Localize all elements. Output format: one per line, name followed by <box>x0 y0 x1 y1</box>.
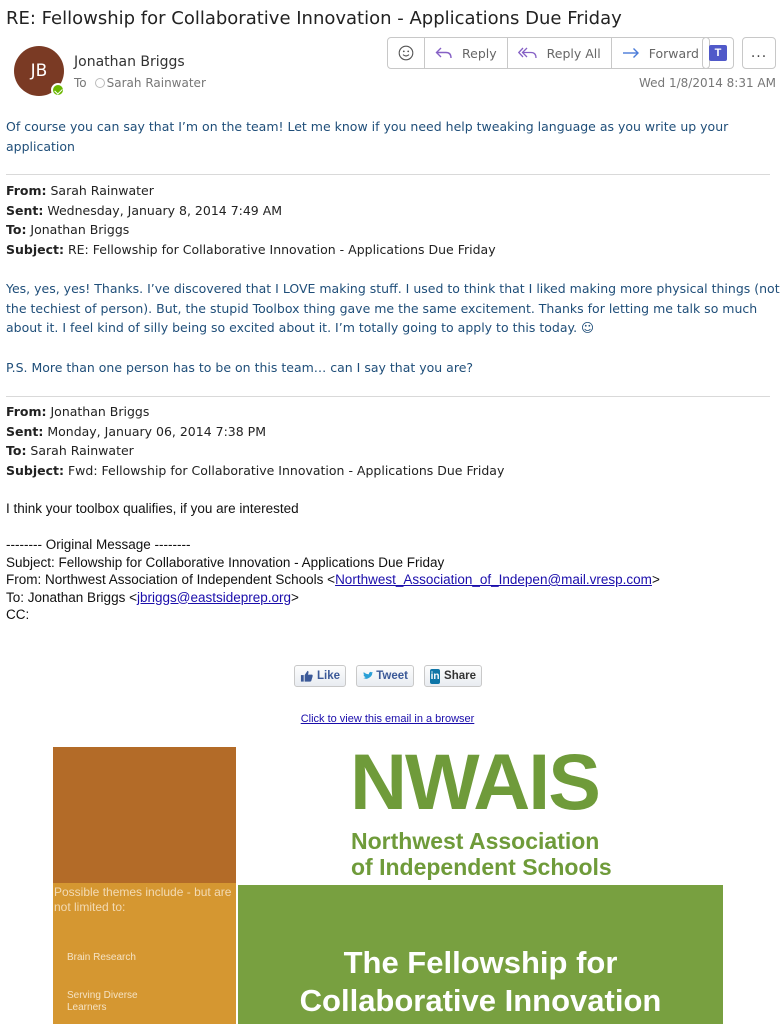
body-line: the techiest of person). But, the stupid Toolbox thing gave me the same excitement. Thanks for letting me talk so much <box>6 300 758 316</box>
from-line: From: Sarah Rainwater <box>6 183 154 198</box>
presence-available-icon <box>51 83 65 97</box>
quote1-header <box>6 181 776 259</box>
subject-line: Subject: Fwd: Fellowship for Collaborative Innovation - Applications Due Friday <box>6 462 505 478</box>
original-divider: -------- Original Message -------- <box>6 537 191 552</box>
like-button[interactable] <box>294 665 346 687</box>
theme-item: Brain Research <box>67 952 136 963</box>
original-cc: CC: <box>6 607 30 622</box>
sender-name[interactable]: Jonathan Briggs <box>74 54 185 70</box>
sent-line: Sent: Monday, January 06, 2014 7:38 PM <box>6 423 266 439</box>
themes-title: Possible themes include - but are not limited to: <box>54 885 232 914</box>
recipient-status-icon <box>95 78 105 88</box>
brown-color-block <box>53 747 236 883</box>
original-message <box>6 536 781 624</box>
to-email-link[interactable]: jbriggs@eastsideprep.org <box>136 589 292 605</box>
share-label: Share <box>444 670 476 682</box>
reply-line: application <box>6 138 75 154</box>
smiley-icon <box>398 45 414 61</box>
reply-button[interactable] <box>424 38 507 68</box>
view-in-browser-link[interactable]: Click to view this email in a browser <box>300 713 475 725</box>
to-line: To: Jonathan Briggs <box>6 222 130 237</box>
received-date: Wed 1/8/2014 8:31 AM <box>638 76 776 90</box>
reply-all-button[interactable] <box>507 38 611 68</box>
headline-line1: The Fellowship for <box>343 945 618 980</box>
message-toolbar <box>387 37 710 69</box>
original-to: To: Jonathan Briggs <jbriggs@eastsideprep.org> <box>6 589 299 605</box>
to-label: To <box>74 76 87 90</box>
recipient-row <box>74 76 206 90</box>
body-line: about it. I feel kind of silly being so excited about it. I’m totally going to apply to this today. ☺ <box>6 320 595 335</box>
emoji-button[interactable] <box>388 38 424 68</box>
original-subject: Subject: Fellowship for Collaborative Innovation - Applications Due Friday <box>6 554 445 570</box>
email-subject: RE: Fellowship for Collaborative Innovation - Applications Due Friday <box>6 8 622 29</box>
headline-line2: Collaborative Innovation <box>299 983 662 1018</box>
like-label: Like <box>316 670 340 682</box>
subject-line: Subject: RE: Fellowship for Collaborative Innovation - Applications Due Friday <box>6 241 496 257</box>
more-actions-button[interactable] <box>742 37 776 69</box>
from-email-link[interactable]: Northwest_Association_of_Indepen@mail.vresp.com <box>335 572 652 587</box>
sender-avatar[interactable]: JB <box>14 46 64 96</box>
quote2-body: I think your toolbox qualifies, if you are interested <box>6 501 299 516</box>
quote-divider <box>6 174 770 175</box>
nwais-logo: NWAIS <box>350 737 599 826</box>
reply-label: Reply <box>462 45 497 61</box>
teams-button[interactable] <box>702 37 734 69</box>
reply-icon <box>435 46 453 60</box>
sent-line: Sent: Wednesday, January 8, 2014 7:49 AM <box>6 202 283 218</box>
more-icon: ... <box>750 45 768 61</box>
linkedin-icon: in <box>430 670 440 682</box>
quote2-header <box>6 402 776 480</box>
from-line: From: Jonathan Briggs <box>6 404 150 419</box>
forward-button[interactable] <box>611 38 709 68</box>
forward-icon <box>622 46 640 60</box>
reply-all-icon <box>518 46 538 60</box>
theme-item: Serving Diverse Learners <box>67 990 138 1013</box>
reply-line: Of course you can say that I’m on the team! Let me know if you need help tweaking language as you write up your <box>6 119 729 134</box>
tweet-label: Tweet <box>376 670 408 682</box>
tweet-button[interactable] <box>356 665 414 687</box>
teams-icon: T <box>709 45 727 61</box>
original-from: From: Northwest Association of Independent Schools <Northwest_Association_of_Indepen@mail.vresp.com> <box>6 572 660 587</box>
twitter-bird-icon <box>362 670 373 682</box>
org-name-line2: of Independent Schools <box>351 854 612 880</box>
to-line: To: Sarah Rainwater <box>6 443 134 458</box>
reply-body <box>6 117 776 156</box>
thumbs-up-icon <box>300 669 314 683</box>
body-line: Yes, yes, yes! Thanks. I’ve discovered that I LOVE making stuff. I used to think that I liked making more physical things (not <box>6 281 780 296</box>
forward-label: Forward <box>648 45 699 61</box>
recipient-name[interactable]: Sarah Rainwater <box>106 76 206 90</box>
reply-all-label: Reply All <box>546 45 601 61</box>
linkedin-share-button[interactable] <box>424 665 482 687</box>
quote1-body <box>6 279 781 338</box>
org-name-line1: Northwest Association <box>351 828 600 854</box>
quote-divider <box>6 396 770 397</box>
quote1-ps: P.S. More than one person has to be on this team… can I say that you are? <box>6 360 474 375</box>
